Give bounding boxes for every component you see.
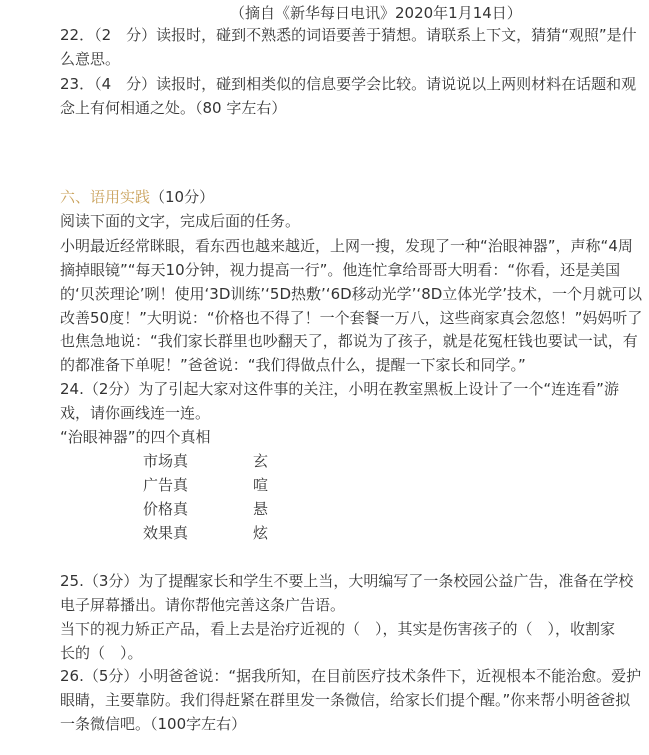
source-line: （摘自《新华每日电讯》2020年1月14日） — [230, 4, 522, 22]
question-23-line-1: 23．（4 分）读报时，碰到相类似的信息要学会比较。请说说以上两则材料在话题和观 — [60, 75, 637, 93]
question-23-line-2: 念上有何相通之处。（80 字左右） — [60, 99, 287, 117]
question-22-line-1: 22．（2 分）读报时，碰到不熟悉的词语要善于猜想。请联系上下文，猜猜“观照”是什 — [60, 26, 637, 44]
matching-left-item[interactable]: 效果真 — [143, 524, 189, 542]
question-26-line-2: 眼睛，主要靠防。我们得赶紧在群里发一条微信，给家长们提个醒。”你来帮小明爸爸拟 — [60, 691, 631, 709]
matching-left-item[interactable]: 广告真 — [143, 476, 189, 494]
section-6-instruction: 阅读下面的文字，完成后面的任务。 — [60, 212, 301, 230]
passage-line-5: 也焦急地说：“我们家长群里也吵翻天了，都说为了孩子，就是花冤枉钱也要试一试，有 — [60, 332, 638, 350]
matching-right-item[interactable]: 玄 — [253, 452, 269, 470]
section-6-heading — [60, 187, 214, 207]
passage-line-3: 的‘贝茨理论’咧！使用‘3D训练’‘5D热敷’‘6D移动光学’‘8D立体光学’技术，一个月就可以 — [60, 285, 643, 303]
passage-line-1: 小明最近经常眯眼，看东西也越来越近，上网一搜，发现了一种“治眼神器”，声称“4周 — [60, 237, 633, 255]
matching-right-item[interactable]: 悬 — [253, 500, 269, 518]
question-24-subtitle: “治眼神器”的四个真相 — [60, 428, 211, 446]
matching-right-item[interactable]: 喧 — [253, 476, 269, 494]
matching-right-item[interactable]: 炫 — [253, 524, 269, 542]
question-25-line-1: 25.（3分）为了提醒家长和学生不要上当，大明编写了一条校园公益广告，准备在学校 — [60, 572, 634, 590]
question-25-line-2: 电子屏幕播出。请你帮他完善这条广告语。 — [60, 596, 346, 614]
question-25-line-4: 长的（ ）。 — [60, 644, 143, 662]
matching-left-item[interactable]: 价格真 — [143, 500, 189, 518]
question-22-line-2: 么意思。 — [60, 50, 121, 68]
question-26-line-1: 26.（5分）小明爸爸说：“据我所知，在目前医疗技术条件下，近视根本不能治愈。爱护 — [60, 667, 642, 685]
question-25-line-3: 当下的视力矫正产品，看上去是治疗近视的（ ），其实是伤害孩子的（ ），收割家 — [60, 620, 616, 638]
passage-line-4: 改善50度！”大明说：“价格也不得了！一个套餐一万八，这些商家真会忽悠！”妈妈听了 — [60, 309, 643, 327]
section-6-score: （10分） — [150, 188, 215, 206]
matching-left-item[interactable]: 市场真 — [143, 452, 189, 470]
passage-line-2: 摘掉眼镜”“每天10分钟，视力提高一行”。他连忙拿给哥哥大明看：“你看，还是美国 — [60, 261, 621, 279]
question-24-line-1: 24.（2分）为了引起大家对这件事的关注，小明在教室黑板上设计了一个“连连看”游 — [60, 380, 619, 398]
question-26-line-3: 一条微信吧。（100字左右） — [60, 715, 247, 733]
question-24-line-2: 戏，请你画线连一连。 — [60, 404, 211, 422]
passage-line-6: 的都准备下单呢！”爸爸说：“我们得做点什么，提醒一下家长和同学。” — [60, 356, 526, 374]
section-6-title: 六、语用实践 — [60, 188, 151, 206]
